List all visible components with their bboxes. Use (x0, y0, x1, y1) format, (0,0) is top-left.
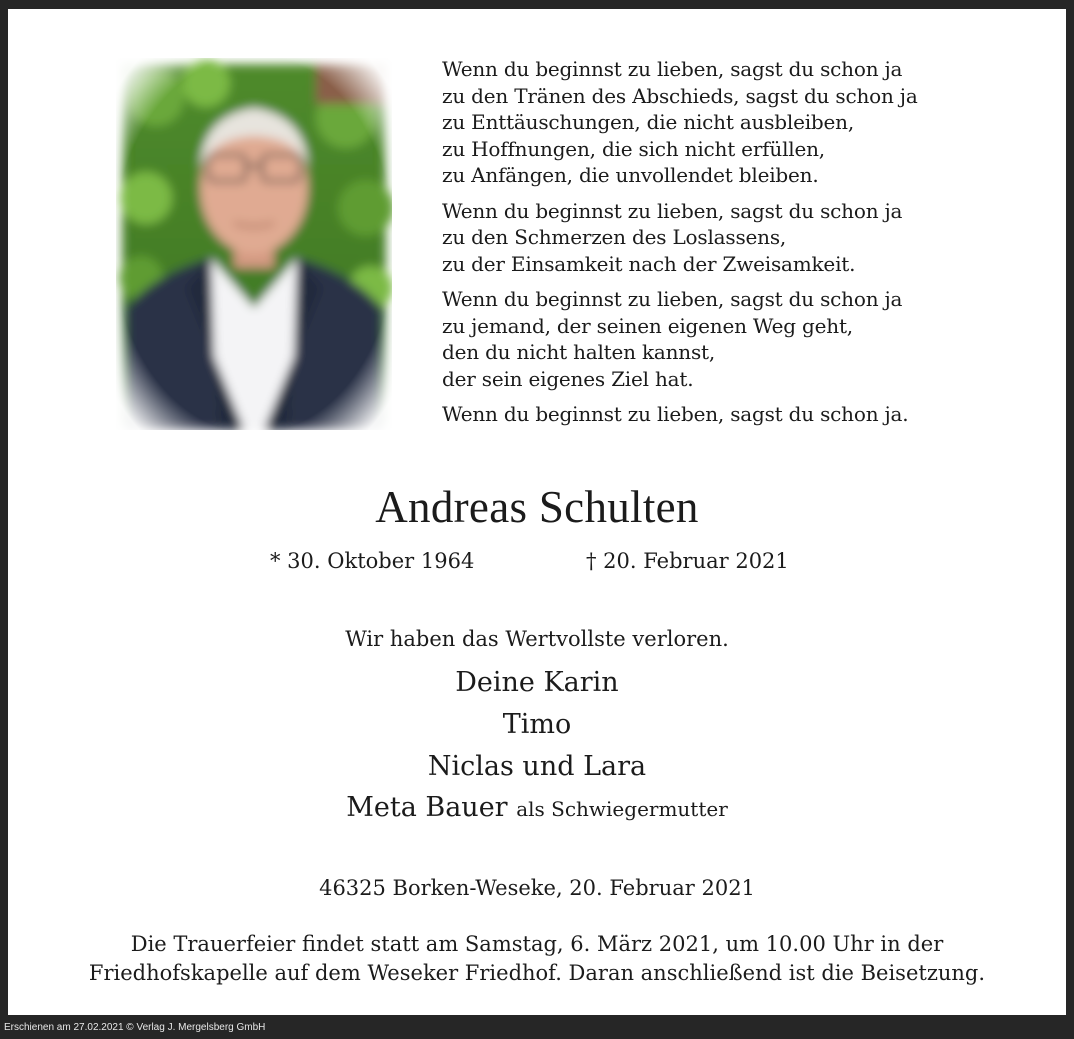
poem-line: zu den Schmerzen des Loslassens, (442, 225, 787, 249)
poem-line: zu Enttäuschungen, die nicht ausbleiben, (442, 110, 855, 134)
death-date: † 20. Februar 2021 (586, 549, 789, 573)
poem-line: Wenn du beginnst zu lieben, sagst du schon ja (442, 287, 903, 311)
mourner-relation: als Schwiegermutter (516, 797, 728, 821)
ceremony-line: Friedhofskapelle auf dem Weseker Friedhof. Daran anschließend ist die Beisetzung. (88, 961, 986, 985)
deceased-name: Andreas Schulten (375, 482, 699, 532)
mourner-name: Niclas und Lara (427, 751, 647, 782)
poem-line: Wenn du beginnst zu lieben, sagst du schon ja (442, 57, 903, 81)
ceremony-line: Die Trauerfeier findet statt am Samstag, 6. März 2021, um 10.00 Uhr in der (130, 932, 944, 956)
poem-line: den du nicht halten kannst, (442, 340, 716, 364)
poem-line: Wenn du beginnst zu lieben, sagst du schon ja (442, 198, 903, 223)
poem-line: zu den Tränen des Abschieds, sagst du schon ja (442, 83, 918, 108)
poem-line: zu Hoffnungen, die sich nicht erfüllen, (442, 136, 825, 161)
mourner-entry (8, 792, 1066, 823)
mourner-name: Deine Karin (455, 667, 619, 698)
poem-stanza (442, 198, 1042, 278)
mourner-name: Timo (502, 709, 572, 740)
mourners-intro: Wir haben das Wertvollste verloren. (345, 627, 729, 651)
poem-stanza (442, 401, 1042, 428)
publication-footer: Erschienen am 27.02.2021 © Verlag J. Mergelsberg GmbH (4, 1022, 266, 1033)
place-and-date: 46325 Borken-Weseke, 20. Februar 2021 (319, 876, 755, 900)
birth-date: * 30. Oktober 1964 (270, 549, 475, 573)
poem-line: zu Anfängen, die unvollendet bleiben. (442, 163, 819, 187)
portrait-photo (116, 58, 392, 430)
poem-line: zu jemand, der seinen eigenen Weg geht, (442, 313, 853, 338)
poem (442, 56, 1042, 437)
mourner-name: Meta Bauer (346, 792, 508, 823)
poem-stanza (442, 56, 1042, 189)
poem-stanza (442, 286, 1042, 392)
poem-line: zu der Einsamkeit nach der Zweisamkeit. (442, 251, 856, 276)
poem-line: der sein eigenes Ziel hat. (442, 366, 694, 391)
poem-line: Wenn du beginnst zu lieben, sagst du schon ja. (442, 402, 909, 426)
ceremony-info (8, 930, 1066, 988)
obituary-notice (8, 9, 1066, 1015)
